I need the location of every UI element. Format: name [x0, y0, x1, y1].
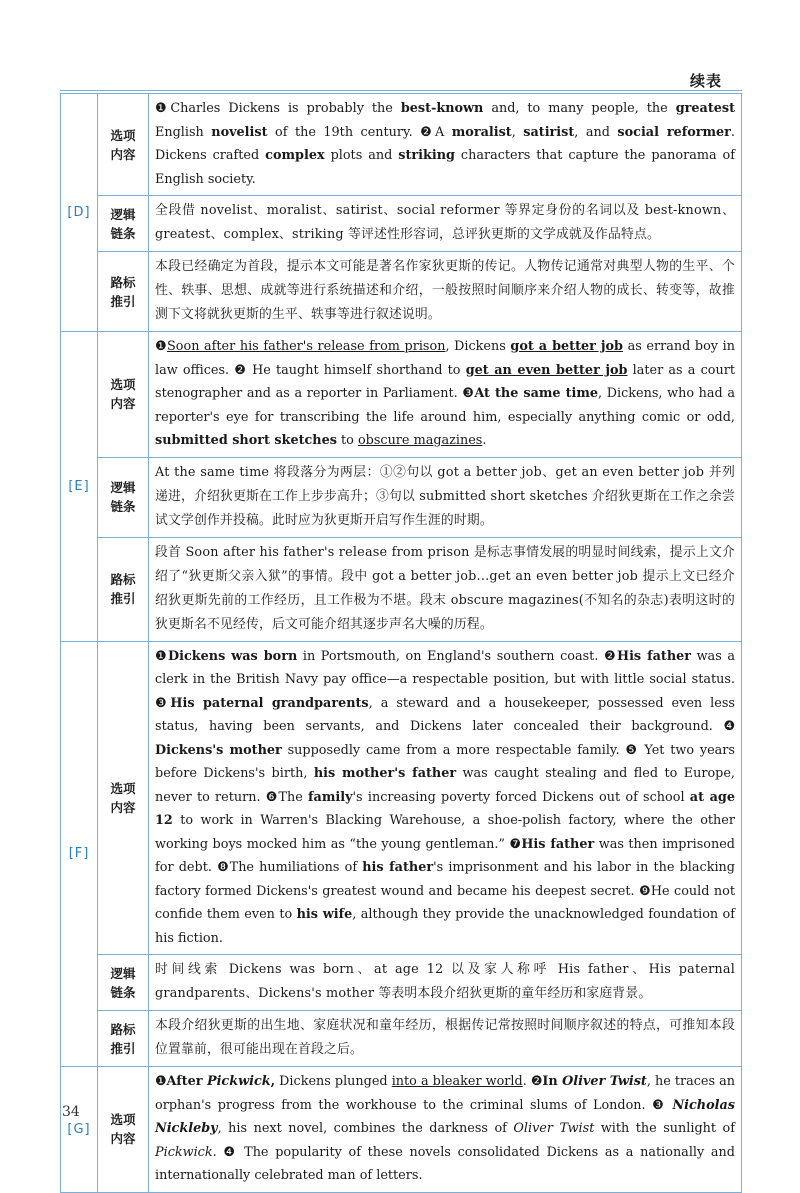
emphasized-text: his father [362, 860, 434, 875]
label-line: 路标 [110, 1021, 136, 1037]
passage-text [149, 1067, 742, 1193]
label-line: 路标 [110, 274, 136, 290]
emphasized-text: Nicholas Nickleby [155, 1097, 735, 1136]
row-label [98, 1011, 149, 1067]
text-segment: ❶ [155, 648, 168, 664]
text-segment: , Dickens [445, 339, 511, 354]
text-segment: of the 19th century. ❷A [267, 124, 452, 140]
label-line: 选项 [110, 377, 136, 393]
text-segment: 's increasing poverty forced Dickens out of school [352, 789, 690, 805]
label-line: 链条 [110, 225, 136, 241]
text-segment: English [155, 124, 212, 140]
label-line: 选项 [110, 780, 136, 796]
label-line: 逻辑 [110, 480, 136, 495]
label-line: 链条 [110, 499, 136, 514]
emphasized-text: His paternal grandparents [170, 695, 369, 711]
label-line: 逻辑 [110, 206, 136, 222]
label-line: 内容 [110, 1131, 136, 1147]
table-row [61, 252, 742, 332]
emphasized-text: Dickens was born [168, 648, 298, 664]
text-segment: ❶ [155, 339, 168, 354]
emphasized-text: Pickwick [206, 1074, 271, 1089]
table-row [61, 641, 742, 955]
emphasized-text: get an even better job [465, 362, 628, 378]
section-id: [E] [61, 332, 98, 642]
label-line: 推引 [110, 591, 136, 606]
emphasized-text: complex [265, 148, 325, 163]
text-segment: , a steward and a housekeeper, possessed even less status, having been servants, and Dickens later concealed their background. ❹ [155, 695, 735, 734]
text-segment: . ❷ [522, 1074, 543, 1089]
label-line: 内容 [110, 396, 136, 412]
row-label [98, 94, 149, 196]
text-segment: 's imprisonment and his labor in the blacking factory formed Dickens's greatest wound and became his deepest secret. ❾He could not confide them even to [155, 860, 735, 922]
emphasized-text: Dickens's mother [155, 742, 282, 758]
section-id: [F] [61, 641, 98, 1067]
row-label [98, 537, 149, 641]
text-segment: plots and [324, 148, 399, 163]
row-label [98, 1067, 149, 1193]
table-row [61, 955, 742, 1011]
section-id: [D] [61, 94, 98, 332]
text-segment: . Dickens crafted [155, 124, 735, 163]
emphasized-text: his mother's father [313, 766, 457, 781]
emphasized-text: novelist [211, 124, 268, 140]
row-label [98, 196, 149, 252]
text-segment: . ❹ The popularity of these novels consolidated Dickens as a nationally and internationally celebrated man of letters. [155, 1144, 735, 1183]
table-row [61, 94, 742, 196]
text-segment: 本段介绍狄更斯的出生地、家庭状况和童年经历，根据传记常按照时间顺序叙述的特点，可推知本段位置靠前，很可能出现在首段之后。 [155, 1018, 735, 1057]
analysis-text [149, 196, 742, 252]
label-line: 逻辑 [110, 965, 136, 981]
emphasized-text: His father [521, 836, 595, 852]
table-row [61, 1011, 742, 1067]
emphasized-text: into a bleaker world [391, 1074, 523, 1089]
text-segment: was caught stealing and fled to Europe, never to return. ❻The [155, 766, 735, 805]
text-segment: later as a court stenographer and as a reporter in Parliament. ❸ [155, 362, 735, 401]
text-segment: , Dickens, who had a reporter's eye for transcribing the life around him, especially anything comic or odd, [155, 386, 735, 425]
text-segment: to [336, 433, 358, 448]
emphasized-text: striking [398, 148, 455, 163]
text-segment: , and [574, 124, 618, 140]
text-segment: , [511, 124, 524, 140]
label-line: 选项 [110, 1112, 136, 1128]
emphasized-text: moralist [451, 124, 512, 140]
table-row [61, 332, 742, 458]
emphasized-text: Oliver Twist [513, 1121, 595, 1136]
text-segment: supposedly came from a more respectable family. ❺ Yet two years before Dickens's birth, [155, 742, 735, 781]
emphasized-text: Pickwick [155, 1144, 213, 1160]
text-segment: as errand boy in law offices. ❷ He taught himself shorthand to [155, 339, 735, 378]
text-segment: and, to many people, the [483, 101, 676, 116]
emphasized-text: social reformer [617, 124, 731, 140]
passage-text [149, 641, 742, 955]
table-row [61, 537, 742, 641]
table-row [61, 196, 742, 252]
emphasized-text: family [308, 789, 353, 805]
text-segment: characters that capture the panorama of English society. [155, 148, 736, 187]
text-segment: was a clerk in the British Navy pay office—a respectable position, but with little social status. ❸ [155, 648, 735, 711]
text-segment: ❶ [155, 1074, 167, 1089]
label-line: 推引 [110, 293, 136, 309]
emphasized-text: At the same time [474, 386, 599, 401]
passage-text [149, 94, 742, 196]
emphasized-text: submitted short sketches [155, 433, 337, 448]
text-segment: 时间线索 Dickens was born、at age 12 以及家人称呼 His father、His paternal grandparents、Dickens's mother 等表明本段介绍狄更斯的童年经历和家庭背景。 [155, 962, 735, 1001]
header-rule [60, 90, 742, 91]
analysis-table [60, 93, 742, 1193]
text-segment: . [482, 433, 487, 448]
analysis-text [149, 955, 742, 1011]
text-segment: ❶Charles Dickens is probably the [155, 101, 401, 116]
text-segment: At the same time 将段落分为两层：①②句以 got a better job、get an even better job 并列递进，介绍狄更斯在工作上步步高升；③句以 submitted short sketches 介绍狄更斯在工作之余尝试文学创作并投稿。此时应为狄更斯开启写作生涯的时期。 [155, 464, 736, 528]
emphasized-text: Soon after his father's release from prison [167, 339, 446, 354]
text-segment: 段首 Soon after his father's release from prison 是标志事情发展的明显时间线索，提示上文介绍了“狄更斯父亲入狱”的事情。段中 got a better job...get an even better job 提示上文已经介绍狄更斯先前的工作经历，且工作极为不堪。段末 obscure magazines(不知名的杂志)表明这时的狄更斯名不见经传，后文可能介绍其逐步声名大噪的历程。 [155, 544, 735, 632]
text-segment: to work in Warren's Blacking Warehouse, a shoe-polish factory, where the other working boys mocked him as “the young gentleman.” ❼ [155, 813, 735, 852]
label-line: 内容 [110, 146, 136, 162]
text-segment: , although they provide the unacknowledged foundation of his fiction. [155, 907, 735, 946]
analysis-text [149, 537, 742, 641]
emphasized-text: greatest [675, 101, 735, 116]
text-segment: Dickens plunged [275, 1074, 392, 1089]
label-line: 内容 [110, 799, 136, 815]
text-segment: 全段借 novelist、moralist、satirist、social reformer 等界定身份的名词以及 best-known、greatest、complex、striking 等评述性形容词，总评狄更斯的文学成就及作品特点。 [155, 203, 735, 242]
emphasized-text: , [270, 1074, 276, 1089]
label-line: 选项 [110, 127, 136, 143]
text-segment: , his next novel, combines the darkness of [217, 1121, 514, 1136]
table-row [61, 457, 742, 537]
continued-label: 续表 [690, 72, 723, 90]
emphasized-text: obscure magazines [357, 433, 483, 448]
row-label [98, 252, 149, 332]
emphasized-text: After [166, 1074, 207, 1089]
passage-text [149, 332, 742, 458]
emphasized-text: His father [616, 648, 692, 664]
row-label [98, 955, 149, 1011]
page-number: 34 [62, 1104, 80, 1120]
text-segment: in Portsmouth, on England's southern coast. ❷ [297, 648, 617, 664]
label-line: 推引 [110, 1040, 136, 1056]
row-label [98, 641, 149, 955]
analysis-text [149, 252, 742, 332]
table-row [61, 1067, 742, 1193]
text-segment: with the sunlight of [594, 1121, 735, 1136]
emphasized-text: In [542, 1074, 563, 1089]
analysis-text [149, 1011, 742, 1067]
emphasized-text: best-known [400, 101, 484, 116]
text-segment: , he traces an orphan's progress from the workhouse to the criminal slums of London. ❸ [155, 1074, 735, 1113]
analysis-text [149, 457, 742, 537]
label-line: 链条 [110, 984, 136, 1000]
section-id: [G] [61, 1067, 98, 1193]
text-segment: 本段已经确定为首段，提示本文可能是著名作家狄更斯的传记。人物传记通常对典型人物的生平、个性、轶事、思想、成就等进行系统描述和介绍，一般按照时间顺序来介绍人物的成长、转变等，故推测下文将就狄更斯的生平、轶事等进行叙述说明。 [155, 259, 735, 322]
text-segment: was then imprisoned for debt. ❽The humiliations of [155, 836, 735, 875]
label-line: 路标 [110, 572, 136, 587]
emphasized-text: satirist [523, 124, 575, 140]
emphasized-text: got a better job [510, 339, 623, 354]
emphasized-text: his wife [296, 907, 353, 922]
row-label [98, 457, 149, 537]
row-label [98, 332, 149, 458]
emphasized-text: at age 12 [155, 789, 735, 828]
emphasized-text: Oliver Twist [562, 1074, 647, 1089]
